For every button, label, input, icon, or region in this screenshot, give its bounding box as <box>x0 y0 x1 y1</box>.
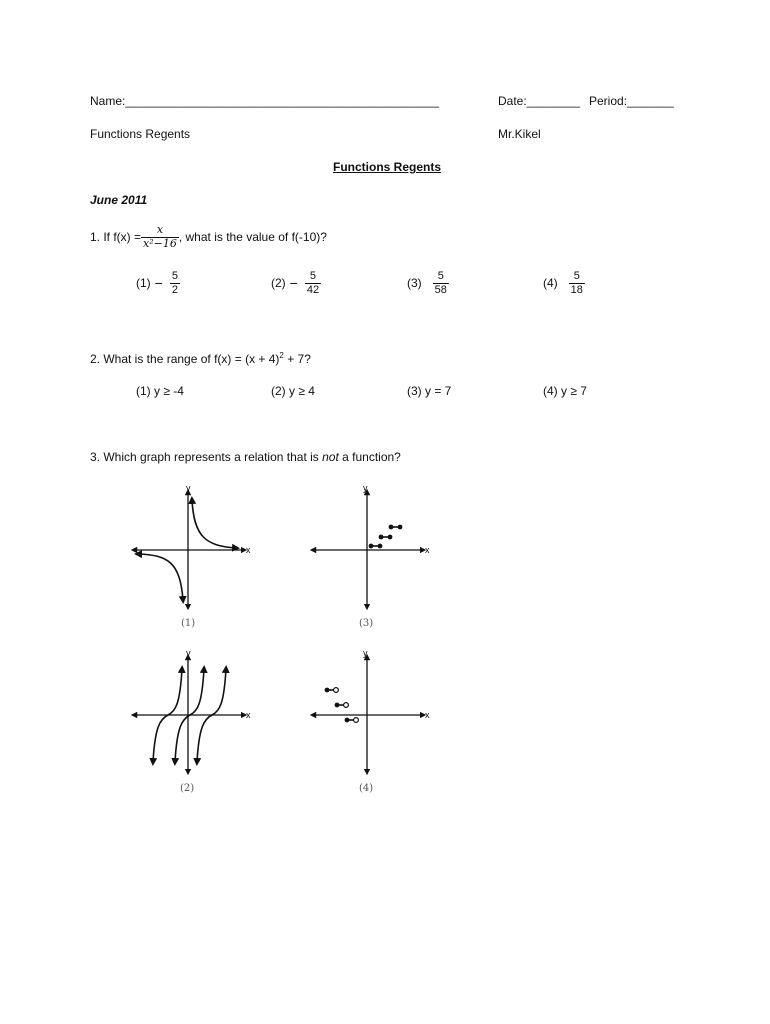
fraction-denominator: 18 <box>570 283 583 296</box>
curve-lower <box>138 554 183 600</box>
teacher-name: Mr.Kikel <box>498 127 541 141</box>
choice-label: (3) <box>407 276 422 291</box>
x-axis-label: x <box>425 545 430 555</box>
x-axis-label: x <box>425 710 430 720</box>
question-3-emphasis: not <box>322 450 339 464</box>
choice-fraction <box>305 270 321 296</box>
x-axis-label: x <box>246 710 251 720</box>
q2-choice-4[interactable]: (4) y ≥ 7 <box>543 384 587 398</box>
x-axis-label: x <box>246 545 251 555</box>
y-axis-label: y <box>186 483 191 493</box>
question-1-suffix: , what is the value of f(-10)? <box>178 230 327 245</box>
choice-sign: − <box>154 275 163 292</box>
q1-choice-2[interactable] <box>271 270 321 296</box>
question-3-prefix: 3. Which graph represents a relation that is <box>90 450 323 464</box>
choice-label: (2) <box>271 276 286 291</box>
fraction-denominator: 2 <box>171 283 178 296</box>
choice-fraction <box>170 270 180 296</box>
question-3-suffix: a function? <box>338 450 401 464</box>
fraction-denominator: 58 <box>434 283 447 296</box>
q2-choice-2[interactable]: (2) y ≥ 4 <box>271 384 315 398</box>
choice-fraction <box>433 270 449 296</box>
graph-label: (1) <box>181 618 196 629</box>
period-field[interactable]: Period:_______ <box>589 94 674 108</box>
question-1-fraction <box>141 224 179 250</box>
fraction-numerator: 5 <box>305 270 321 284</box>
y-axis-label: y <box>363 648 368 658</box>
choice-label: (4) <box>543 276 558 291</box>
q2-choice-1[interactable]: (1) y ≥ -4 <box>136 384 184 398</box>
q1-choice-3[interactable] <box>407 270 449 296</box>
graph-2[interactable] <box>126 647 256 797</box>
step-segments <box>369 525 403 549</box>
graph-label: (4) <box>359 783 374 794</box>
choice-sign: − <box>289 275 298 292</box>
choice-fraction <box>569 270 585 296</box>
q1-choice-1[interactable] <box>136 270 180 296</box>
graph-1[interactable] <box>126 482 256 632</box>
fraction-denominator: 42 <box>306 283 320 296</box>
course-name: Functions Regents <box>90 127 191 141</box>
page-title: Functions Regents <box>333 160 442 174</box>
section-heading: June 2011 <box>90 193 148 207</box>
graph-4[interactable] <box>305 647 435 797</box>
fraction-numerator: 5 <box>433 270 449 284</box>
question-2-prefix: 2. What is the range of f(x) = (x + 4) <box>90 352 280 366</box>
step-segments <box>325 688 359 723</box>
question-1 <box>90 224 327 250</box>
question-2 <box>90 351 311 366</box>
fraction-denominator: x²−16 <box>143 236 177 250</box>
exponent: 2 <box>279 351 284 360</box>
date-field[interactable]: Date:________ <box>498 94 581 108</box>
fraction-numerator: 5 <box>569 270 585 284</box>
fraction-numerator: x <box>141 224 179 238</box>
question-1-prefix: 1. If f(x) = <box>90 230 142 245</box>
choice-label: (1) <box>136 276 151 291</box>
y-axis-label: y <box>186 648 191 658</box>
question-2-suffix: + 7? <box>283 352 311 366</box>
question-3 <box>90 450 401 464</box>
q1-choice-4[interactable] <box>543 270 585 296</box>
curve-upper <box>192 500 236 548</box>
graph-3[interactable] <box>305 482 435 632</box>
q2-choice-3[interactable]: (3) y = 7 <box>407 384 452 398</box>
graph-label: (3) <box>359 618 374 629</box>
fraction-numerator: 5 <box>171 270 178 282</box>
name-field[interactable]: Name:_______________________________________________ <box>90 94 440 108</box>
y-axis-label: y <box>363 483 368 493</box>
graph-label: (2) <box>180 783 195 794</box>
